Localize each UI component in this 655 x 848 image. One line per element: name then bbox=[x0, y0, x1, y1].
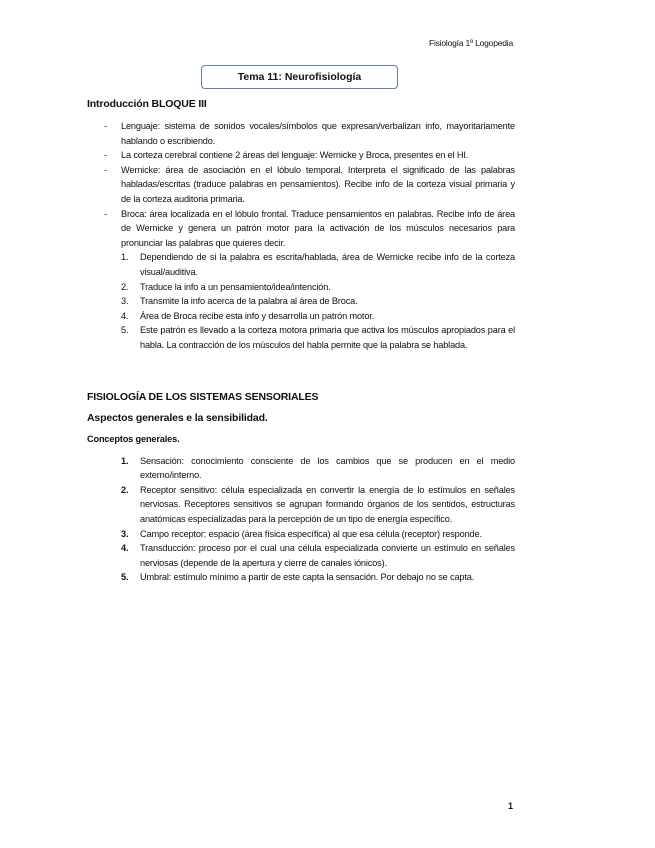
intro-heading: Introducción BLOQUE III bbox=[87, 98, 207, 110]
step-item bbox=[121, 294, 515, 309]
step-number: 4. bbox=[121, 310, 129, 321]
document-body bbox=[87, 97, 515, 585]
concept-text: Umbral: estímulo mínimo a partir de este capta la sensación. Por debajo no se capta. bbox=[140, 572, 475, 583]
concepts-list bbox=[87, 454, 515, 585]
concept-number: 5. bbox=[121, 572, 129, 583]
concept-number: 3. bbox=[121, 528, 129, 539]
step-item bbox=[121, 250, 515, 279]
section-heading: FISIOLOGÍA DE LOS SISTEMAS SENSORIALES bbox=[87, 390, 319, 403]
concept-text: Receptor sensitivo: célula especializada en convertir la energía de lo estímulos en señales nerviosas. Receptores sensitivos se agrupan formando órganos de los sentidos, estructuras anatómicas especializadas para la percepción de un tipo de energía específico. bbox=[140, 484, 515, 525]
step-number: 2. bbox=[121, 281, 129, 292]
intro-item-text: Broca: área localizada en el lóbulo frontal. Traduce pensamientos en palabras. Recibe info de área de Wernicke y genera un patrón motor para la activación de los músculos necesarios para pronunciar las palabras que quieres decir. bbox=[121, 208, 515, 248]
concepts-heading: Conceptos generales. bbox=[87, 434, 180, 445]
intro-list bbox=[87, 119, 515, 353]
concept-text: Campo receptor: espacio (área física específica) al que esa célula (receptor) responde. bbox=[140, 528, 482, 539]
step-item bbox=[121, 309, 515, 324]
step-text: Transmite la info acerca de la palabra al área de Broca. bbox=[140, 296, 358, 307]
page-number: 1 bbox=[508, 801, 514, 811]
intro-item: - Wernicke: área de asociación en el lóbulo temporal. Interpreta el significado de las palabras habladas/escritas (traduce palabras en pensamientos). Recibe info de la corteza visual primaria y de la corteza auditoria primaria. bbox=[87, 163, 515, 207]
step-text: Dependiendo de si la palabra es escrita/hablada, área de Wernicke recibe info de la corteza visual/auditiva. bbox=[140, 252, 515, 277]
step-text: Traduce la info a un pensamiento/idea/intención. bbox=[140, 281, 331, 292]
concept-text: Transducción: proceso por el cual una célula especializada convierte un estímulo en señales nerviosas (depende de la apertura y cierre de canales iónicos). bbox=[140, 543, 515, 568]
step-text: Área de Broca recibe esta info y desarrolla un patrón motor. bbox=[140, 310, 375, 321]
intro-item: - Lenguaje: sistema de sonidos vocales/símbolos que expresan/verbalizan info, mayoritariamente hablando o escribiendo. bbox=[87, 119, 515, 148]
step-text: Este patrón es llevado a la corteza motora primaria que activa los músculos apropiados para el habla. La contracción de los músculos del habla permite que la palabra se hablada. bbox=[140, 325, 515, 350]
intro-item: - La corteza cerebral contiene 2 áreas del lenguaje: Wernicke y Broca, presentes en el HI. bbox=[87, 148, 515, 163]
concept-number: 4. bbox=[121, 543, 129, 554]
section-subheading: Aspectos generales e la sensibilidad. bbox=[87, 411, 268, 424]
concept-item bbox=[121, 527, 515, 542]
page-header: Fisiología 1º Logopedia bbox=[428, 38, 513, 48]
step-item bbox=[121, 280, 515, 295]
concept-text: Sensación: conocimiento consciente de los cambios que se producen en el medio externo/interno. bbox=[140, 455, 515, 481]
step-number: 1. bbox=[121, 252, 129, 263]
intro-item bbox=[87, 207, 515, 353]
step-item bbox=[121, 323, 515, 352]
concept-number: 1. bbox=[121, 455, 129, 466]
broca-steps bbox=[121, 250, 515, 352]
concept-item bbox=[121, 570, 515, 585]
document-title: Tema 11: Neurofisiología bbox=[201, 65, 398, 89]
concept-item bbox=[121, 454, 515, 483]
concept-item bbox=[121, 541, 515, 570]
concept-item bbox=[121, 483, 515, 527]
concept-number: 2. bbox=[121, 484, 129, 495]
step-number: 5. bbox=[121, 325, 129, 336]
step-number: 3. bbox=[121, 296, 129, 307]
